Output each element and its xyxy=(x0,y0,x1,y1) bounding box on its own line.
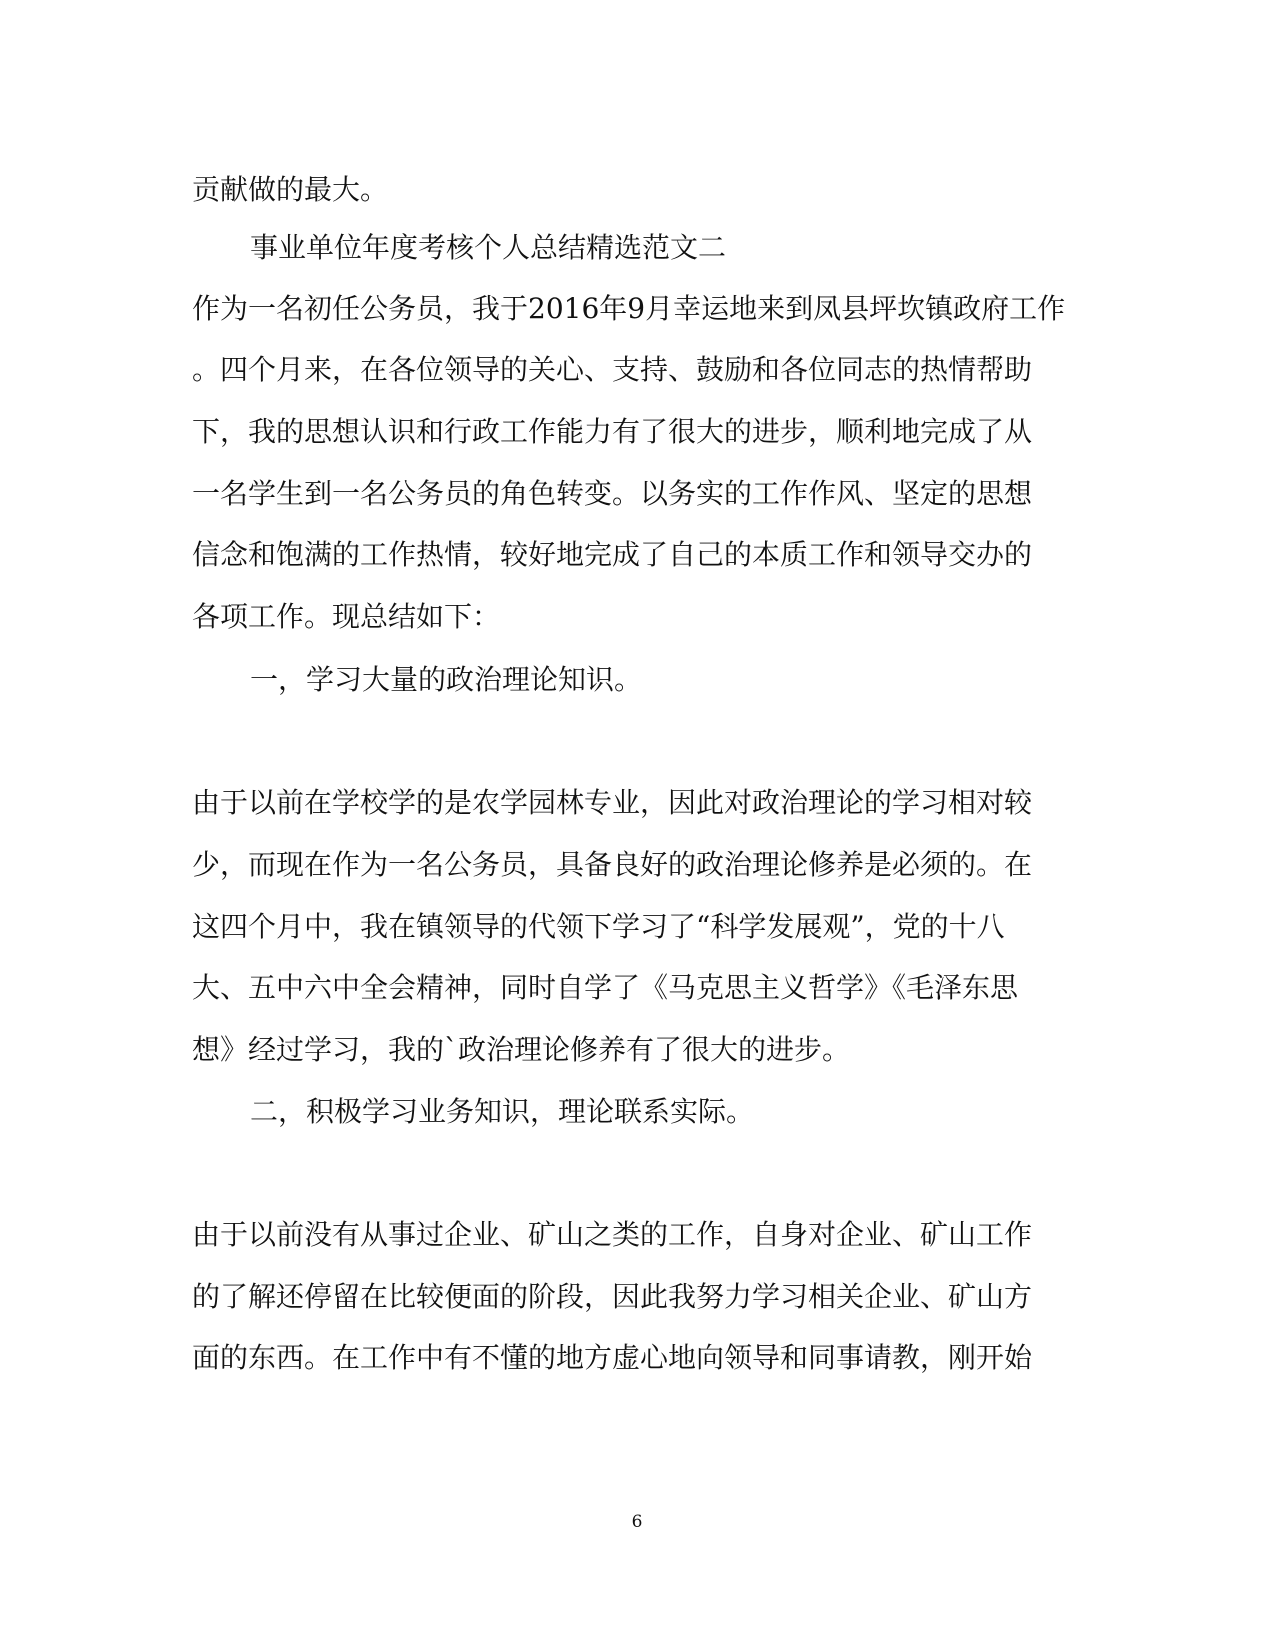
text-line: 各项工作。现总结如下： xyxy=(192,600,501,633)
text-line: 的了解还停留在比较便面的阶段，因此我努力学习相关企业、矿山方 xyxy=(192,1280,1033,1313)
text-line: 由于以前没有从事过企业、矿山之类的工作，自身对企业、矿山工作 xyxy=(192,1218,1033,1251)
text-line: 少，而现在作为一名公务员，具备良好的政治理论修养是必须的。在 xyxy=(192,848,1033,881)
text-line: 贡献做的最大。 xyxy=(192,173,389,206)
text-line: 下，我的思想认识和行政工作能力有了很大的进步，顺利地完成了从 xyxy=(192,415,1033,448)
subheading: 二，积极学习业务知识，理论联系实际。 xyxy=(250,1095,755,1128)
text-line: 想》经过学习，我的`政治理论修养有了很大的进步。 xyxy=(192,1033,851,1066)
text-line: 大、五中六中全会精神，同时自学了《马克思主义哲学》《毛泽东思 xyxy=(192,971,1019,1004)
text-line: 信念和饱满的工作热情，较好地完成了自己的本质工作和领导交办的 xyxy=(192,538,1033,571)
text-line: 这四个月中，我在镇领导的代领下学习了“科学发展观”，党的十八 xyxy=(192,910,1005,943)
text-line: 作为一名初任公务员，我于2016年9月幸运地来到凤县坪坎镇政府工作 xyxy=(192,292,1066,325)
text-line: 一名学生到一名公务员的角色转变。以务实的工作作风、坚定的思想 xyxy=(192,477,1033,510)
text-line: 面的东西。在工作中有不懂的地方虚心地向领导和同事请教，刚开始 xyxy=(192,1341,1033,1374)
page-number: 6 xyxy=(631,1512,643,1532)
subheading: 一，学习大量的政治理论知识。 xyxy=(250,663,643,696)
text-line: 由于以前在学校学的是农学园林专业，因此对政治理论的学习相对较 xyxy=(192,786,1033,819)
text-line: 。四个月来，在各位领导的关心、支持、鼓励和各位同志的热情帮助 xyxy=(192,353,1033,386)
section-title: 事业单位年度考核个人总结精选范文二 xyxy=(250,231,727,264)
